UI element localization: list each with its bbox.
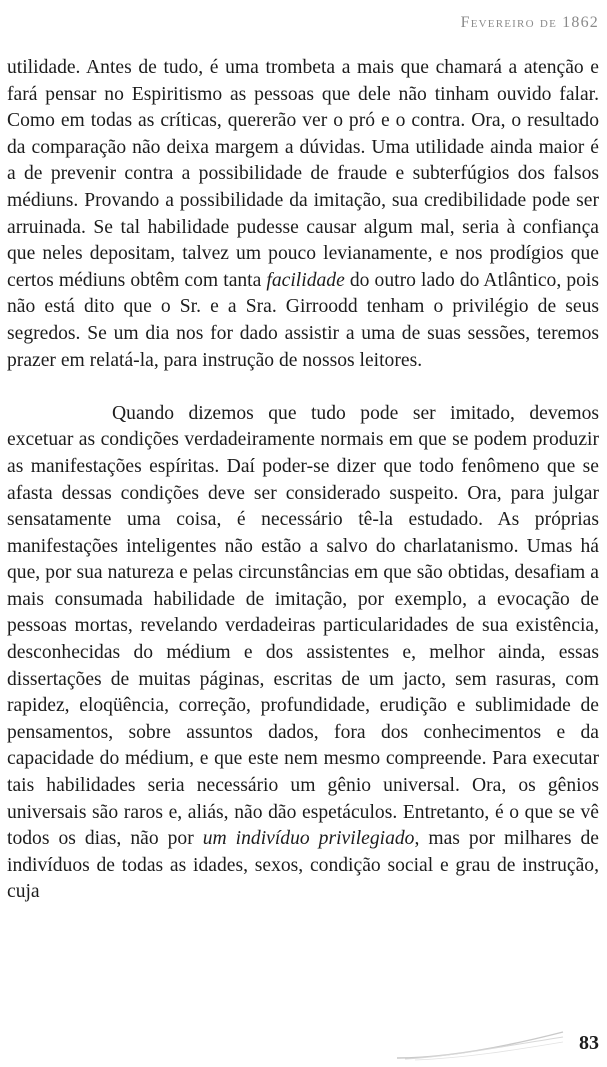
page-number: 83	[579, 1032, 599, 1054]
paragraph-1-segment: do outro lado do Atlântico, pois não está dito que o Sr. e a Sra. Girroodd tenham o privilégio de seus segredos. Se um dia nos for dado assistir a uma de suas sessões, teremos prazer em relatá-la, para instrução de nossos leitores.	[7, 269, 599, 371]
paragraph-1	[7, 55, 599, 374]
running-header: Fevereiro de 1862	[460, 14, 599, 31]
body-text	[7, 55, 599, 906]
paragraph-1-segment: utilidade. Antes de tudo, é uma trombeta a mais que chamará a atenção e fará pensar no Espiritismo as pessoas que dele não tinham ouvido falar. Como em todas as críticas, quererão ver o pró e o contra. Ora, o resultado da comparação não deixa margem a dúvidas. Uma utilidade ainda maior é a de prevenir contra a possibilidade de fraude e subterfúgios dos falsos médiuns. Provando a possibilidade da imitação, sua credibilidade pode ser arruinada. Se tal habilidade pudesse causar algum mal, seria à confiança que neles depositam, talvez um pouco levianamente, e nos prodígios que certos médiuns obtêm com tanta	[7, 57, 599, 291]
footer-ornament-swoosh	[395, 1028, 565, 1062]
paragraph-2	[7, 401, 599, 906]
paragraph-2-segment: Quando dizemos que tudo pode ser imitado, devemos excetuar as condições verdadeiramente normais em que se podem produzir as manifestações espíritas. Daí poder-se dizer que todo fenômeno que se afasta dessas condições deve ser considerado suspeito. Ora, para julgar sensatamente uma coisa, é necessário tê-la estudado. As próprias manifestações inteligentes não estão a salvo do charlatanismo. Umas há que, por sua natureza e pelas circunstâncias em que são obtidas, desafiam a mais consumada habilidade de imitação, por exemplo, a evocação de pessoas mortas, revelando verdadeiras particularidades de sua existência, desconhecidas do médium e dos assistentes e, melhor ainda, essas dissertações de muitas páginas, escritas de um jacto, sem rasuras, com rapidez, eloqüência, correção, profundidade, erudição e sublimidade de pensamentos, sobre assuntos dados, fora dos conhecimentos e da capacidade do médium, e que este nem mesmo compreende. Para executar tais habilidades seria necessário um gênio universal. Ora, os gênios universais são raros e, aliás, não dão espetáculos. Entretanto, é o que se vê todos os dias, não por	[7, 402, 599, 850]
paragraph-2-italic: um indivíduo privilegiado	[202, 828, 415, 850]
paragraph-2-segment: , mas por milhares de indivíduos de todas as idades, sexos, condição social e grau de instrução, cuja	[7, 828, 599, 903]
paragraph-1-italic: facilidade	[266, 269, 345, 291]
